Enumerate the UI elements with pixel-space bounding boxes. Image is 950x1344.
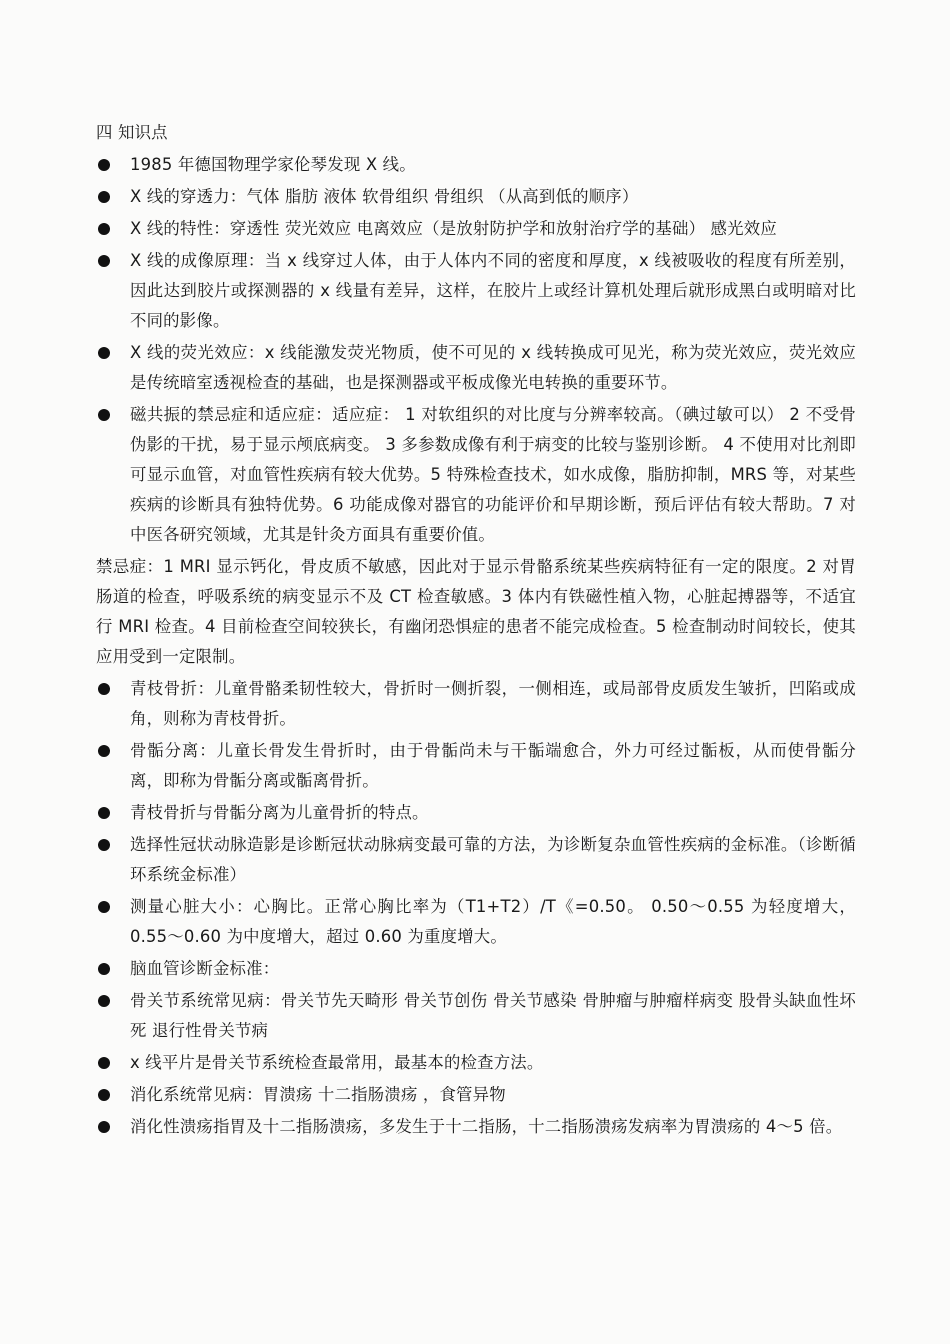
knowledge-list-b [96, 674, 856, 1142]
document-page [96, 118, 856, 1144]
bullet-icon [98, 963, 110, 975]
list-item: 消化系统常见病：胃溃疡 十二指肠溃疡 ，食管异物 [96, 1080, 856, 1110]
bullet-icon [98, 255, 110, 267]
list-item: 青枝骨折：儿童骨骼柔韧性较大，骨折时一侧折裂，一侧相连，或局部骨皮质发生皱折，凹陷或成角，则称为青枝骨折。 [96, 674, 856, 734]
bullet-icon [98, 1121, 110, 1133]
list-item: X 线的荧光效应：x 线能激发荧光物质，使不可见的 x 线转换成可见光，称为荧光效应，荧光效应是传统暗室透视检查的基础，也是探测器或平板成像光电转换的重要环节。 [96, 338, 856, 398]
bullet-icon [98, 683, 110, 695]
list-item: X 线的成像原理：当 x 线穿过人体，由于人体内不同的密度和厚度，x 线被吸收的程度有所差别，因此达到胶片或探测器的 x 线量有差异，这样，在胶片上或经计算机处理后就形成黑白或明暗对比不同的影像。 [96, 246, 856, 336]
bullet-icon [98, 347, 110, 359]
list-item: 青枝骨折与骨骺分离为儿童骨折的特点。 [96, 798, 856, 828]
bullet-icon [98, 839, 110, 851]
list-item: 骨关节系统常见病：骨关节先天畸形 骨关节创伤 骨关节感染 骨肿瘤与肿瘤样病变 股骨头缺血性坏死 退行性骨关节病 [96, 986, 856, 1046]
knowledge-list-a [96, 150, 856, 550]
list-item: 1985 年德国物理学家伦琴发现 X 线。 [96, 150, 856, 180]
list-item: 测量心脏大小：心胸比。正常心胸比率为（T1+T2）/T《=0.50。 0.50～0.55 为轻度增大，0.55～0.60 为中度增大，超过 0.60 为重度增大。 [96, 892, 856, 952]
list-item: X 线的穿透力：气体 脂肪 液体 软骨组织 骨组织 （从高到低的顺序） [96, 182, 856, 212]
bullet-icon [98, 807, 110, 819]
bullet-icon [98, 1057, 110, 1069]
list-item: 消化性溃疡指胃及十二指肠溃疡，多发生于十二指肠，十二指肠溃疡发病率为胃溃疡的 4～5 倍。 [96, 1112, 856, 1142]
contraindications-paragraph: 禁忌症：1 MRI 显示钙化，骨皮质不敏感，因此对于显示骨骼系统某些疾病特征有一定的限度。2 对胃肠道的检查，呼吸系统的病变显示不及 CT 检查敏感。3 体内有铁磁性植入物，心脏起搏器等，不适宜行 MRI 检查。4 目前检查空间较狭长，有幽闭恐惧症的患者不能完成检查。5 检查制动时间较长，使其应用受到一定限制。 [96, 557, 856, 666]
list-item: 脑血管诊断金标准： [96, 954, 856, 984]
bullet-icon [98, 995, 110, 1007]
list-item: X 线的特性：穿透性 荧光效应 电离效应（是放射防护学和放射治疗学的基础） 感光效应 [96, 214, 856, 244]
list-item: 骨骺分离：儿童长骨发生骨折时，由于骨骺尚未与干骺端愈合，外力可经过骺板，从而使骨骺分离，即称为骨骺分离或骺离骨折。 [96, 736, 856, 796]
bullet-icon [98, 223, 110, 235]
list-item: 磁共振的禁忌症和适应症：适应症： 1 对软组织的对比度与分辨率较高。（碘过敏可以） 2 不受骨伪影的干扰，易于显示颅底病变。 3 多参数成像有利于病变的比较与鉴别诊断。 4 不使用对比剂即可显示血管，对血管性疾病有较大优势。5 特殊检查技术，如水成像，脂肪抑制，MRS 等，对某些疾病的诊断具有独特优势。6 功能成像对器官的功能评价和早期诊断，预后评估有较大帮助。7 对中医各研究领域，尤其是针灸方面具有重要价值。 [96, 400, 856, 550]
bullet-icon [98, 191, 110, 203]
bullet-icon [98, 901, 110, 913]
bullet-icon [98, 1089, 110, 1101]
list-item: 选择性冠状动脉造影是诊断冠状动脉病变最可靠的方法，为诊断复杂血管性疾病的金标准。（诊断循环系统金标准） [96, 830, 856, 890]
section-heading: 四 知识点 [96, 123, 168, 142]
bullet-icon [98, 409, 110, 421]
bullet-icon [98, 159, 110, 171]
bullet-icon [98, 745, 110, 757]
list-item: x 线平片是骨关节系统检查最常用，最基本的检查方法。 [96, 1048, 856, 1078]
